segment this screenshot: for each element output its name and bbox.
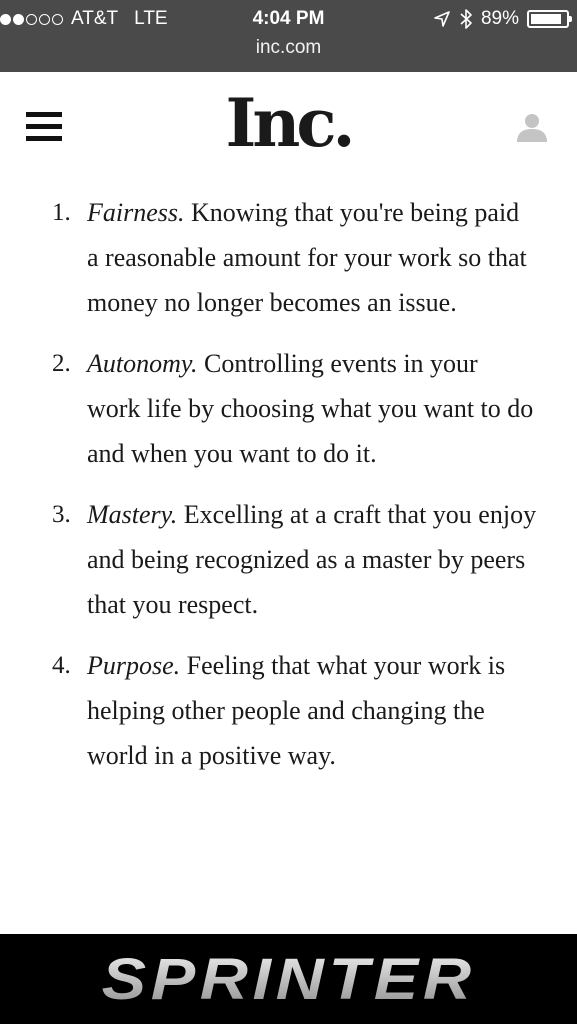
list-item-text: [87, 643, 537, 778]
article-body: [0, 190, 577, 794]
bluetooth-icon: [459, 8, 473, 30]
network-type: LTE: [134, 8, 168, 29]
list-term: Autonomy.: [87, 349, 198, 378]
list-item-text: [87, 341, 537, 476]
site-logo[interactable]: Inc.: [225, 84, 352, 162]
list-item: [0, 341, 577, 476]
list-description: Knowing that you're being paid a reasonable amount for your work so that money no longer becomes an issue.: [87, 198, 527, 317]
list-description: Controlling events in your work life by choosing what you want to do and when you want to do it.: [87, 349, 534, 468]
user-account-icon[interactable]: [515, 110, 549, 144]
list-description: Feeling that what your work is helping other people and changing the world in a positive way.: [87, 651, 506, 770]
battery-percent: 89%: [480, 8, 519, 29]
list-number: 1.: [52, 199, 71, 226]
address-bar-url[interactable]: inc.com: [255, 37, 322, 58]
site-header: [0, 72, 577, 190]
list-term: Fairness.: [87, 198, 185, 227]
clock: 4:04 PM: [252, 8, 325, 29]
list-number: 4.: [52, 652, 71, 679]
location-arrow-icon: [433, 10, 451, 28]
ad-banner[interactable]: [0, 934, 577, 1024]
list-item: [0, 643, 577, 778]
battery-level-fill: [531, 14, 561, 24]
list-item-text: [87, 190, 537, 325]
status-bar: [0, 0, 577, 72]
list-number: 2.: [52, 350, 71, 377]
list-item: [0, 190, 577, 325]
ad-brand-text[interactable]: SPRINTER: [101, 946, 476, 1012]
list-term: Purpose.: [87, 651, 181, 680]
battery-icon: [527, 10, 569, 28]
list-item: [0, 492, 577, 627]
list-number: 3.: [52, 501, 71, 528]
list-term: Mastery.: [87, 500, 178, 529]
list-description: Excelling at a craft that you enjoy and being recognized as a master by peers that you respect.: [87, 500, 537, 619]
list-item-text: [87, 492, 537, 627]
carrier-name: AT&T: [71, 8, 119, 29]
